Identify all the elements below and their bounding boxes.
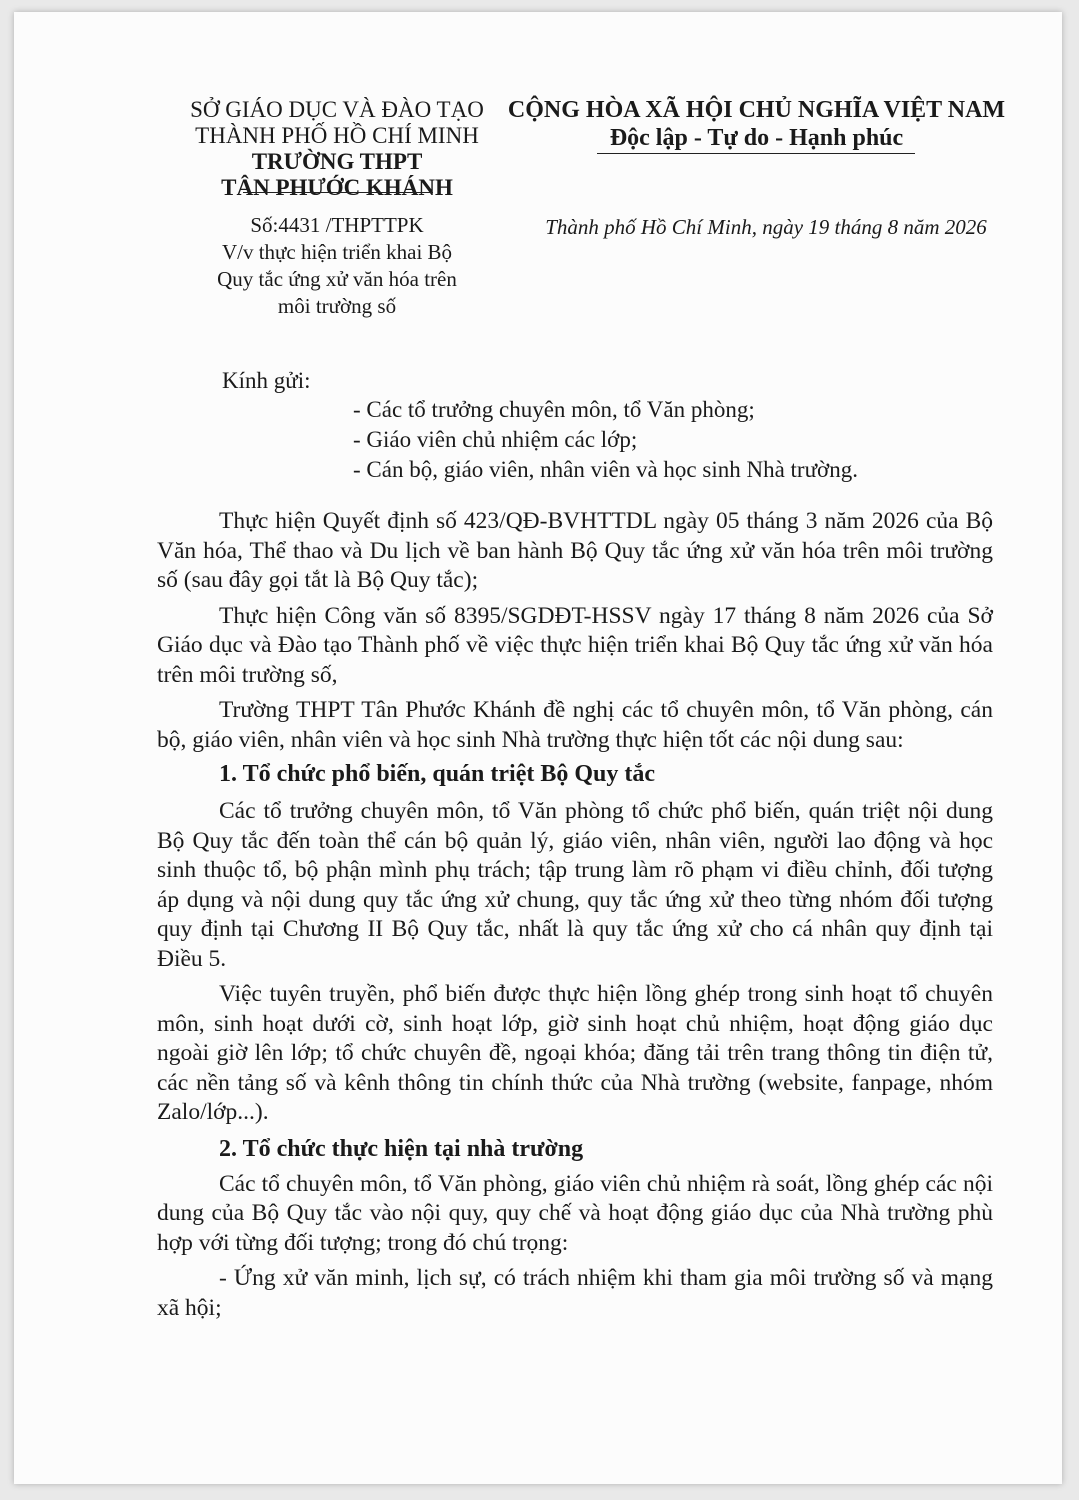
section-heading-2: 2. Tổ chức thực hiện tại nhà trường [219, 1135, 584, 1162]
school-type: TRƯỜNG THPT [251, 149, 423, 174]
doc-number: Số:4431 /THPTTPK [250, 213, 424, 237]
motto-underline [597, 153, 915, 154]
school-underline [243, 192, 433, 193]
paragraph: Các tổ chuyên môn, tổ Văn phòng, giáo viên chủ nhiệm rà soát, lồng ghép các nội dung của Bộ Quy tắc vào nội quy, quy chế và hoạt động giáo dục của Nhà trường phù hợp với từng đối tượng; trong đó chú trọng: [157, 1170, 993, 1256]
recipient-item: - Cán bộ, giáo viên, nhân viên và học sinh Nhà trường. [353, 457, 858, 482]
city-name: THÀNH PHỐ HỒ CHÍ MINH [195, 123, 479, 148]
recipient-item: - Giáo viên chủ nhiệm các lớp; [353, 427, 638, 452]
date-line: Thành phố Hồ Chí Minh, ngày 19 tháng 8 năm 2026 [545, 215, 987, 239]
doc-meta [132, 212, 542, 320]
document-body [157, 507, 993, 1323]
subject-line-3: môi trường số [277, 294, 397, 318]
paragraph: Việc tuyên truyền, phổ biến được thực hiện lồng ghép trong sinh hoạt tổ chuyên môn, sinh hoạt dưới cờ, sinh hoạt lớp, giờ sinh hoạt chủ nhiệm, hoạt động giáo dục ngoài giờ lên lớp; tổ chức chuyên đề, ngoại khóa; đăng tải trên trang thông tin điện tử, các nền tảng số và kênh thông tin chính thức của Nhà trường (website, fanpage, nhóm Zalo/lớp...). [157, 981, 993, 1125]
subject-line-2: Quy tắc ứng xử văn hóa trên [217, 267, 457, 291]
paragraph: Thực hiện Quyết định số 423/QĐ-BVHTTDL ngày 05 tháng 3 năm 2026 của Bộ Văn hóa, Thể thao và Du lịch về ban hành Bộ Quy tắc ứng xử văn hóa trên môi trường số (sau đây gọi tắt là Bộ Quy tắc); [157, 508, 993, 593]
school-name: TÂN PHƯỚC KHÁNH [221, 175, 453, 200]
subject-line-1: V/v thực hiện triển khai Bộ [221, 240, 453, 264]
recipient-item: - Các tổ trưởng chuyên môn, tổ Văn phòng; [353, 397, 755, 422]
national-motto: Độc lập - Tự do - Hạnh phúc [609, 125, 904, 151]
department-name: SỞ GIÁO DỤC VÀ ĐÀO TẠO [190, 97, 484, 122]
paragraph: Trường THPT Tân Phước Khánh đề nghị các tổ chuyên môn, tổ Văn phòng, cán bộ, giáo viên, nhân viên và học sinh Nhà trường thực hiện tốt các nội dung sau: [157, 697, 993, 753]
paragraph: Các tổ trưởng chuyên môn, tổ Văn phòng tổ chức phổ biến, quán triệt nội dung Bộ Quy tắc đến toàn thể cán bộ quản lý, giáo viên, nhân viên, người lao động và học sinh thuộc tổ, bộ phận mình phụ trách; tập trung làm rõ phạm vi điều chỉnh, đối tượng áp dụng và nội dung quy tắc ứng xử chung, quy tắc ứng xử theo từng nhóm đối tượng quy định tại Chương II Bộ Quy tắc, nhất là quy tắc ứng xử cho cá nhân quy định tại Điều 5. [157, 798, 993, 972]
section-heading-1: 1. Tổ chức phổ biến, quán triệt Bộ Quy tắc [219, 761, 656, 787]
header-left [132, 97, 542, 201]
document-page [14, 12, 1062, 1484]
paragraph: Thực hiện Công văn số 8395/SGDĐT-HSSV ngày 17 tháng 8 năm 2026 của Sở Giáo dục và Đào tạo Thành phố về việc thực hiện triển khai Bộ Quy tắc ứng xử văn hóa trên môi trường số, [157, 602, 993, 688]
recipients-list [353, 395, 1033, 485]
recipients-label: Kính gửi: [222, 368, 311, 393]
paragraph: - Ứng xử văn minh, lịch sự, có trách nhiệm khi tham gia môi trường số và mạng xã hội; [157, 1265, 993, 1321]
header-right [484, 96, 1029, 152]
national-title: CỘNG HÒA XÃ HỘI CHỦ NGHĨA VIỆT NAM [507, 97, 1006, 123]
